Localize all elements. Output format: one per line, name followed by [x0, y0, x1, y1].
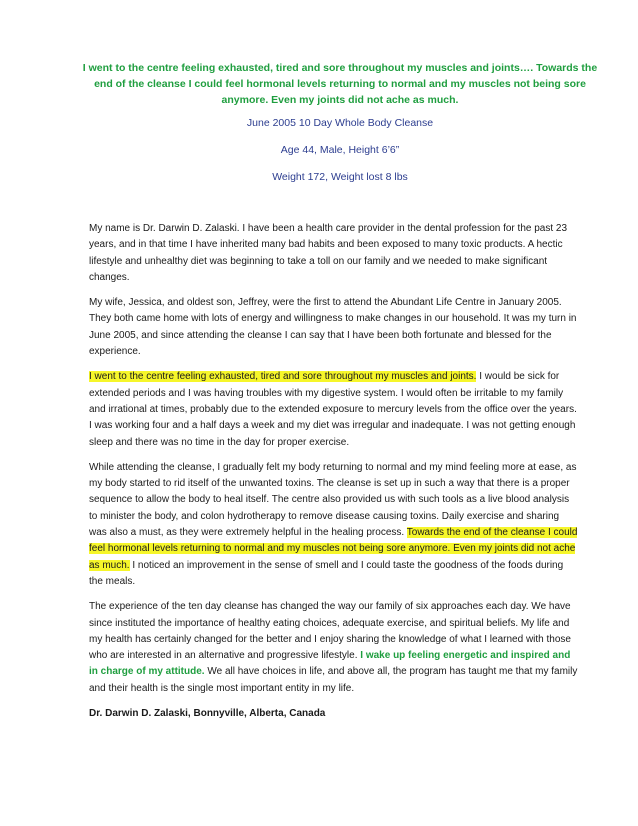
paragraph-intro: My name is Dr. Darwin D. Zalaski. I have been a health care provider in the dental profession for the past 23 years, and in that time I have inherited many bad habits and been exposed to many toxic products. A hectic lifestyle and unhealthy diet was beginning to take a toll on our family and we needed to make significant changes. — [89, 223, 568, 283]
signature: Dr. Darwin D. Zalaski, Bonnyville, Alberta, Canada — [89, 708, 326, 720]
weight-info: Weight 172, Weight lost 8 lbs — [272, 171, 408, 183]
paragraph-text: I noticed an improvement in the sense of smell and I could taste the goodness of the foods during the meals. — [89, 559, 564, 587]
paragraph-condition — [89, 369, 579, 450]
paragraph-cleanse — [89, 460, 579, 590]
highlighted-quote: I went to the centre feeling exhausted, tired and sore throughout my muscles and joints. — [89, 371, 477, 383]
highlighted-quote: Towards the end of the cleanse I could feel hormonal levels returning to normal and my muscles not being sore anymore. Even my joints did not ache as much. — [89, 527, 578, 571]
paragraph-text: The experience of the ten day cleanse has changed the way our family of six approaches each day. We have since instituted the importance of healthy eating choices, adequate exercise, and spiritual beliefs. My life and my health has certainly changed for the better and I enjoy sharing the knowledge of what I learned with those who are interested in an alternative and progressive lifestyle. — [89, 601, 571, 662]
paragraph-text: I would be sick for extended periods and I was having troubles with my digestive system. I would often be irritable to my family and irrational at times, probably due to the extended exposure to mercury levels from the office over the years. I was working four and a half days a week and my diet was irregular and inadequate. I was not getting enough sleep and there was no time in the day for proper exercise. — [89, 371, 577, 448]
program-title: June 2005 10 Day Whole Body Cleanse — [246, 117, 434, 129]
testimonial-body — [89, 221, 579, 731]
paragraph-experience — [89, 599, 579, 697]
pull-quote: I went to the centre feeling exhausted, tired and sore throughout my muscles and joints…. Towards the end of the cleanse I could feel hormonal levels returning to normal and my muscles not being sore anymore. Even my joints did not ache as much. — [82, 62, 598, 106]
paragraph-text: We all have choices in life, and above all, the program has taught me that my family and their health is the single most important entity in my life. — [89, 666, 578, 694]
green-emphasis: I wake up feeling energetic and inspired and in charge of my attitude. — [89, 650, 571, 678]
paragraph-text: While attending the cleanse, I gradually felt my body returning to normal and my mind feeling more at ease, as my body started to rid itself of the unwanted toxins. The cleanse is set up in such a way that there is a proper sequence to allow the body to heal itself. The centre also provided us with such tools as a live blood analysis to minister the body, and colon hydrotherapy to remove disease causing toxins. Daily exercise and sharing was also a must, as they were extremely helpful in the healing process. — [89, 461, 577, 539]
age-height: Age 44, Male, Height 6’6” — [280, 144, 400, 156]
paragraph-family: My wife, Jessica, and oldest son, Jeffrey, were the first to attend the Abundant Life Centre in January 2005. They both came home with lots of energy and willingness to make changes in our household. It was my turn in June 2005, and since attending the cleanse I can say that I have been both fortunate and blessed for the experience. — [89, 297, 577, 358]
